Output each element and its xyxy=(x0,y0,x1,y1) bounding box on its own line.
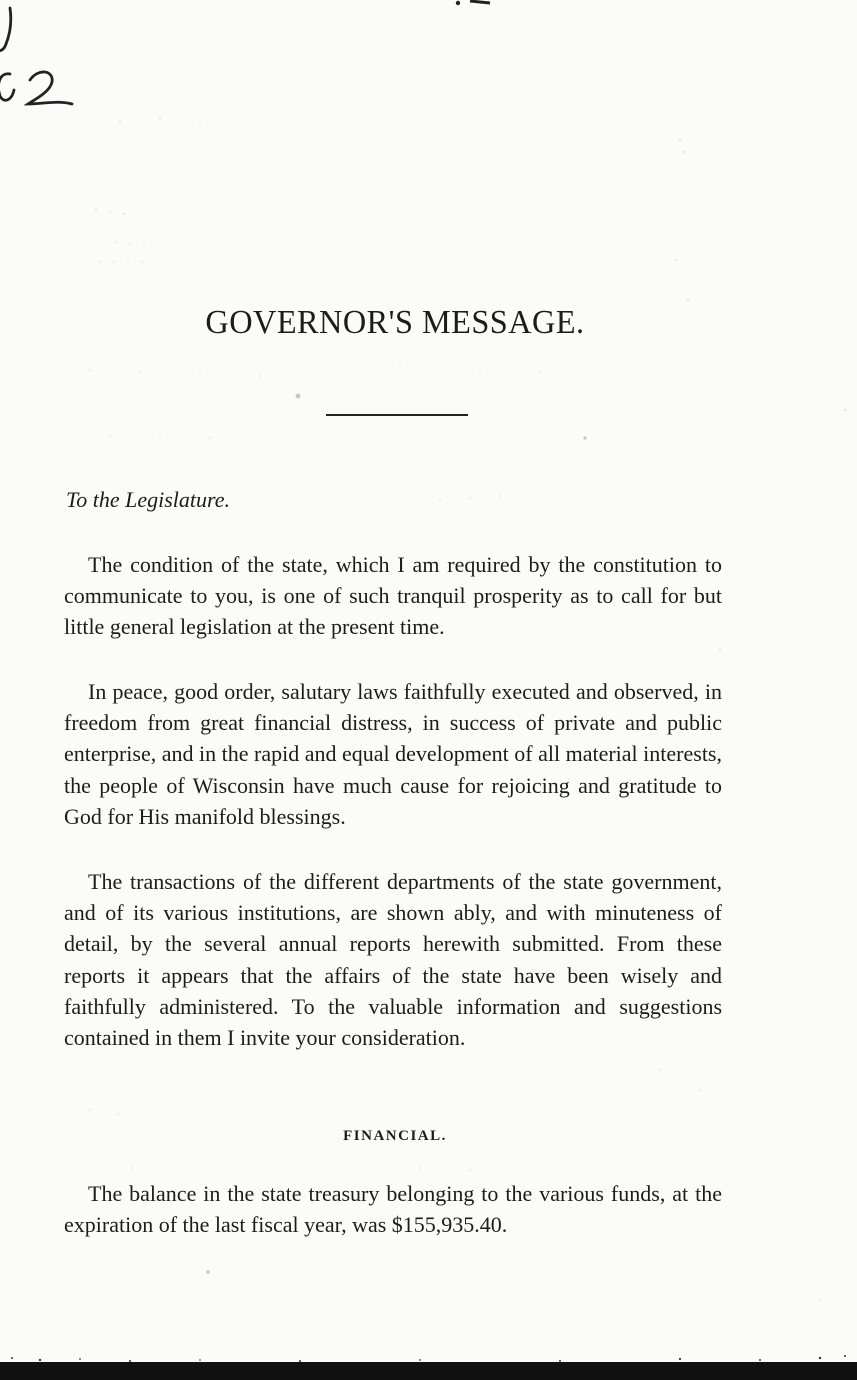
salutation: To the Legislature. xyxy=(66,487,231,512)
handwritten-annotation xyxy=(0,0,106,110)
paragraph-condition: The condition of the state, which I am required by the constitution to communicate to you, is one of such tranquil prosperity as to call for but little general legislation at the present time. xyxy=(64,552,722,640)
page-bottom-edge xyxy=(0,1362,857,1380)
page-bottom-fringe xyxy=(0,1340,857,1364)
section-heading-financial: FINANCIAL. xyxy=(343,1128,447,1144)
document-title: GOVERNOR'S MESSAGE. xyxy=(205,304,585,341)
top-edge-mark xyxy=(452,0,492,12)
title-divider-rule xyxy=(326,414,468,416)
paragraph-peace: In peace, good order, salutary laws faithfully executed and observed, in freedom from great financial distress, in success of private and public enterprise, and in the rapid and equal development of all material interests, the people of Wisconsin have much cause for rejoicing and gratitude to God for His manifold blessings. xyxy=(64,679,722,829)
paragraph-transactions: The transactions of the different departments of the state government, and of its various institutions, are shown ably, and with minuteness of detail, by the several annual reports herewith submitted. From these reports it appears that the affairs of the state have been wisely and faithfully administered. To the valuable information and suggestions contained in them I invite your consideration. xyxy=(64,869,722,1051)
paragraph-financial-balance: The balance in the state treasury belonging to the various funds, at the expiration of the last fiscal year, was $155,935.40. xyxy=(64,1181,722,1238)
